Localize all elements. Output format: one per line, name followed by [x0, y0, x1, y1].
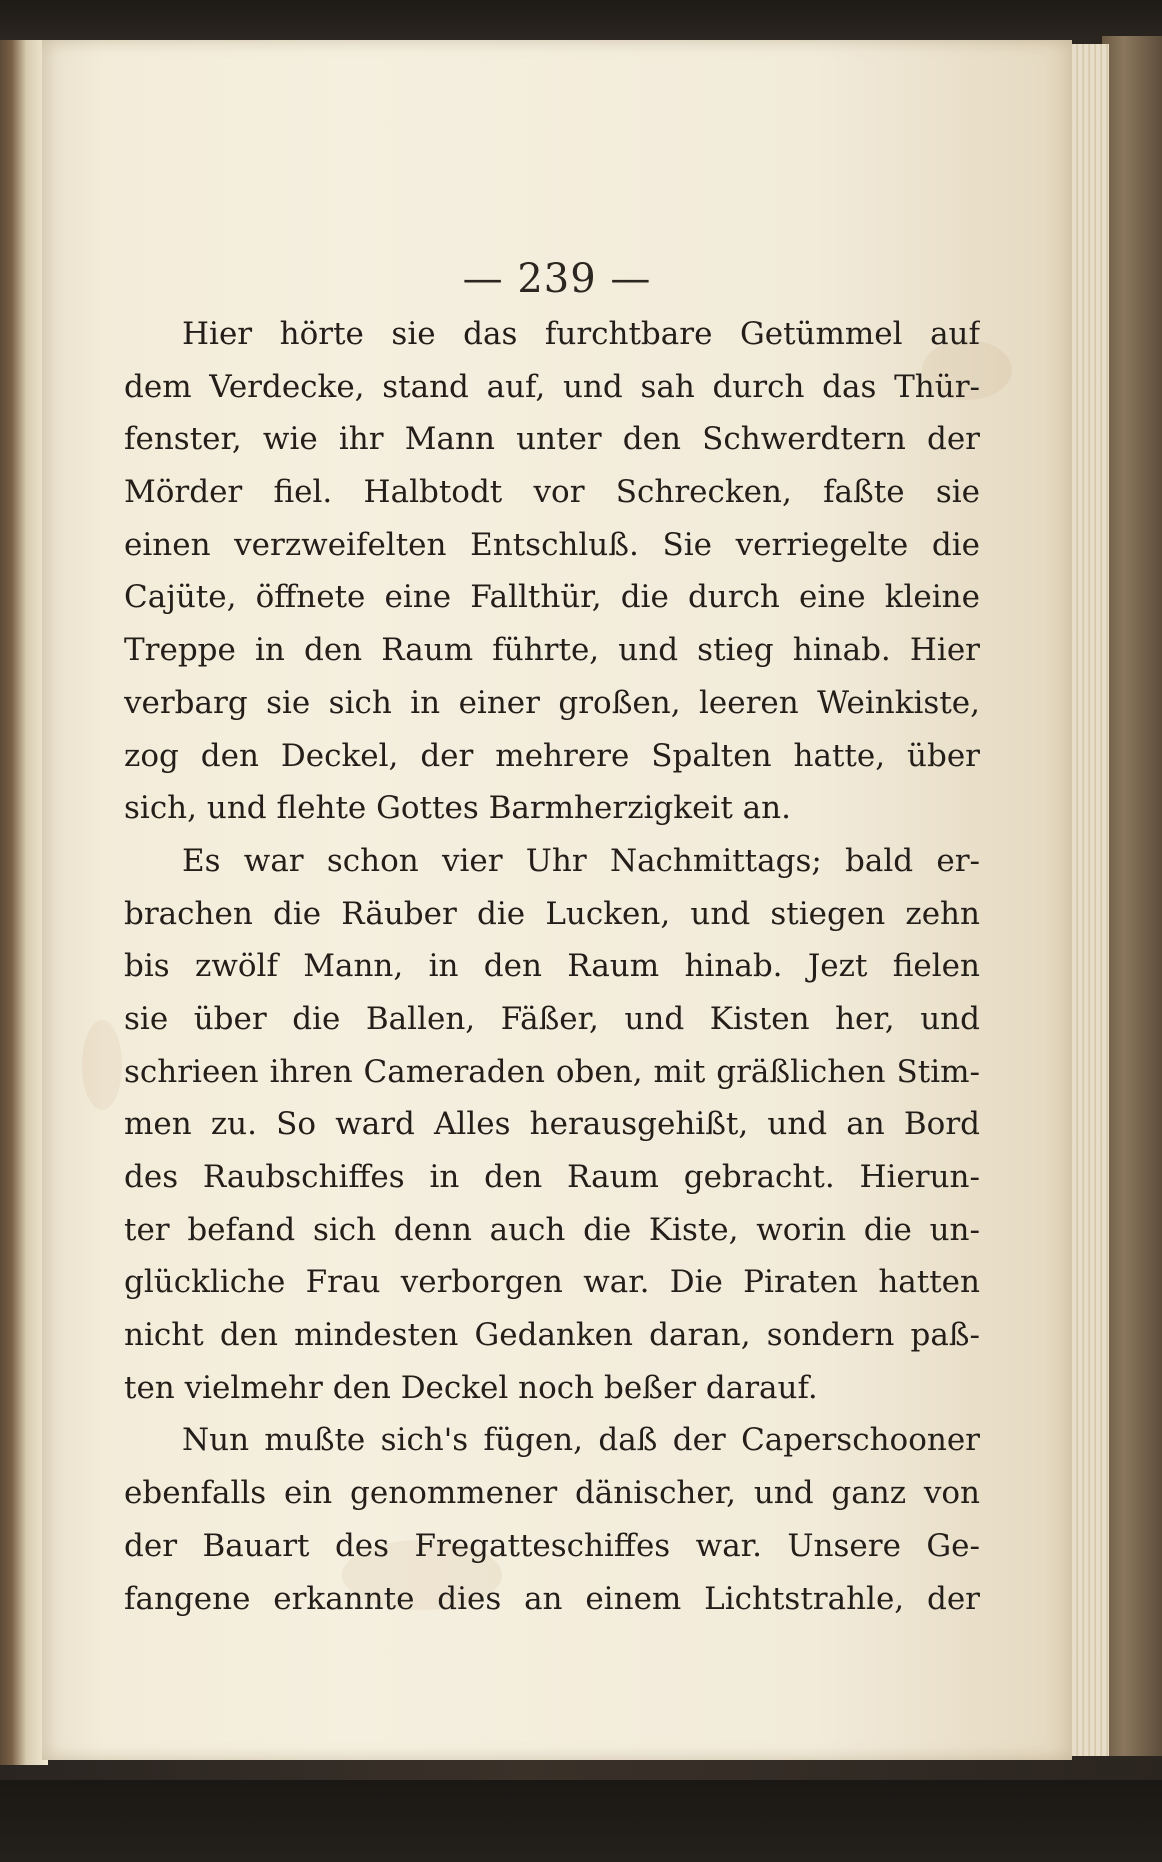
left-page-gutter [0, 40, 48, 1765]
text-line: Treppe in den Raum führte, und stieg hinab. Hier [124, 632, 980, 669]
text-line: Hier hörte sie das furchtbare Getümmel auf [182, 316, 980, 352]
text-line: schrieen ihren Cameraden oben, mit gräßlichen Stim- [124, 1053, 980, 1090]
text-line: ter befand sich denn auch die Kiste, worin die un- [124, 1211, 980, 1248]
text-line: Mörder fiel. Halbtodt vor Schrecken, faßte sie [124, 474, 980, 511]
text-line: der Bauart des Fregatteschiffes war. Unsere Ge- [124, 1527, 980, 1564]
text-line: glückliche Frau verborgen war. Die Piraten hatten [124, 1264, 980, 1301]
text-line: ten vielmehr den Deckel noch beßer darauf. [124, 1369, 818, 1406]
text-line: sich, und flehte Gottes Barmherzigkeit an. [124, 790, 791, 827]
book-cover-edge [1100, 36, 1162, 1756]
text-line: des Raubschiffes in den Raum gebracht. Hierun- [124, 1159, 980, 1195]
text-line: ebenfalls ein genommener dänischer, und ganz von [124, 1475, 980, 1512]
text-line: einen verzweifelten Entschluß. Sie verriegelte die [124, 526, 980, 563]
text-line: verbarg sie sich in einer großen, leeren Weinkiste, [124, 684, 980, 721]
text-line: sie über die Ballen, Fäßer, und Kisten her, und [124, 1000, 980, 1037]
paper-stain [82, 1020, 122, 1110]
text-line: fangene erkannte dies an einem Lichtstrahle, der [124, 1580, 980, 1617]
page-number: — 239 — [462, 256, 652, 302]
text-line: fenster, wie ihr Mann unter den Schwerdtern der [124, 421, 980, 458]
text-line: men zu. So ward Alles herausgehißt, und an Bord [124, 1106, 980, 1143]
text-line: brachen die Räuber die Lucken, und stiegen zehn [124, 895, 980, 932]
book-page [42, 40, 1072, 1760]
text-line: Nun mußte sich's fügen, daß der Caperschooner [182, 1422, 980, 1459]
page-text [124, 308, 980, 1625]
text-line: nicht den mindesten Gedanken daran, sondern paß- [124, 1317, 980, 1354]
text-line: dem Verdecke, stand auf, und sah durch das Thür- [124, 368, 980, 405]
text-line: bis zwölf Mann, in den Raum hinab. Jezt fielen [124, 948, 980, 985]
text-line: Cajüte, öffnete eine Fallthür, die durch eine kleine [124, 579, 980, 616]
text-line: Es war schon vier Uhr Nachmittags; bald er- [182, 842, 980, 879]
text-line: zog den Deckel, der mehrere Spalten hatte, über [124, 737, 980, 774]
book-bottom-shadow [0, 1780, 1162, 1862]
